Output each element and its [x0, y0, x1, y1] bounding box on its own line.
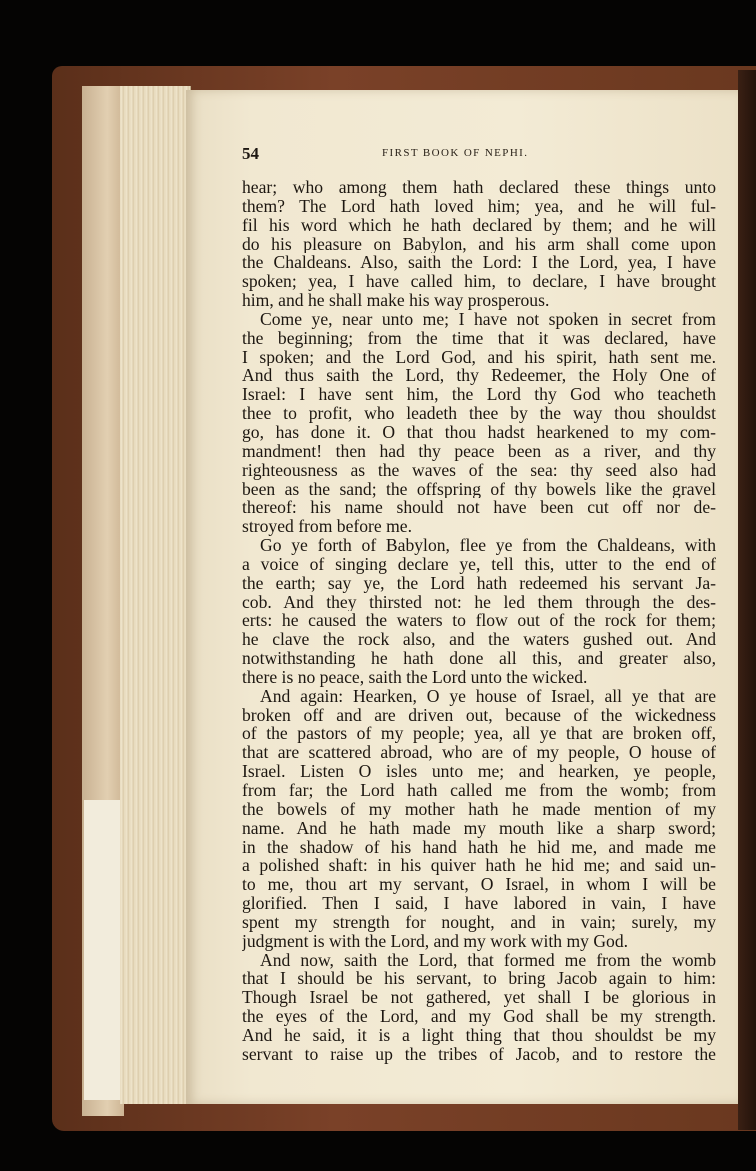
text-line: Israel. Listen O isles unto me; and hearken, ye people, — [242, 762, 716, 781]
text-line: And again: Hearken, O ye house of Israel, all ye that are — [260, 686, 716, 706]
text-line: that I should be his servant, to bring Jacob again to him: — [242, 969, 716, 989]
text-line: broken off and are driven out, because of the wickedness — [242, 705, 716, 725]
text-line: righteousness as the waves of the sea: thy seed also had — [242, 460, 716, 480]
paragraph-2 — [242, 310, 716, 536]
text-line: do his pleasure on Babylon, and his arm shall come upon — [242, 234, 716, 254]
text-line: he clave the rock also, and the waters gushed out. And — [242, 630, 716, 650]
text-line: them? The Lord hath loved him; yea, and he will ful- — [242, 196, 716, 216]
text-line: And he said, it is a light thing that thou shouldst be my — [242, 1025, 716, 1045]
page-header — [242, 144, 716, 166]
text-line: of the pastors of my people; yea, all ye that are broken off, — [242, 724, 716, 744]
text-line: the earth; say ye, the Lord hath redeemed his servant Ja- — [242, 573, 716, 593]
body-text — [242, 178, 716, 1064]
text-line: hear; who among them hath declared these things unto — [242, 178, 716, 197]
text-line: the bowels of my mother hath he made mention of my — [242, 799, 716, 819]
text-line: glorified. Then I said, I have labored in vain, I have — [242, 894, 716, 913]
text-line: the Chaldeans. Also, saith the Lord: I the Lord, yea, I have — [242, 253, 716, 273]
text-line: servant to raise up the tribes of Jacob, and to restore the — [242, 1044, 716, 1064]
text-line: the beginning; from the time that it was declared, have — [242, 328, 716, 348]
text-line: fil his word which he hath declared by them; and he will — [242, 215, 716, 235]
text-line: thee to profit, who leadeth thee by the way thou shouldst — [242, 404, 716, 423]
text-line: judgment is with the Lord, and my work with my God. — [242, 931, 629, 951]
text-line: go, has done it. O that thou hadst hearkened to my com- — [242, 422, 716, 442]
text-line: the eyes of the Lord, and my God shall be my strength. — [242, 1007, 716, 1026]
text-line: And now, saith the Lord, that formed me from the womb — [260, 950, 716, 970]
running-head: FIRST BOOK OF NEPHI. — [382, 147, 529, 159]
text-line: a voice of singing declare ye, tell this, utter to the end of — [242, 554, 716, 574]
text-line: Though Israel be not gathered, yet shall I be glorious in — [242, 988, 716, 1008]
page-edges — [120, 86, 191, 1104]
text-line: thereof: his name should not have been cut off nor de- — [242, 498, 716, 518]
text-line: erts: he caused the waters to flow out of the rock for them; — [242, 611, 716, 631]
text-line: Come ye, near unto me; I have not spoken in secret from — [260, 309, 716, 329]
page-number: 54 — [242, 144, 259, 163]
text-line: name. And he hath made my mouth like a sharp sword; — [242, 818, 716, 838]
text-line: I spoken; and the Lord God, and his spirit, hath sent me. — [242, 347, 716, 367]
text-line: stroyed from before me. — [242, 517, 413, 537]
text-line: there is no peace, saith the Lord unto the wicked. — [242, 667, 588, 687]
text-line: a polished shaft: in his quiver hath he hid me; and said un- — [242, 856, 716, 876]
text-line: to me, thou art my servant, O Israel, in whom I will be — [242, 875, 716, 895]
paragraph-5 — [242, 951, 716, 1064]
text-line: notwithstanding he hath done all this, and greater also, — [242, 649, 716, 668]
text-line: from far; the Lord hath called me from the womb; from — [242, 781, 716, 800]
text-line: cob. And they thirsted not: he led them through the des- — [242, 592, 716, 612]
text-line: been as the sand; the offspring of thy bowels like the gravel — [242, 479, 716, 499]
endpaper-label-patch — [84, 800, 122, 1100]
text-line: Israel: I have sent him, the Lord thy God who teacheth — [242, 385, 716, 405]
paragraph-3 — [242, 536, 716, 687]
text-line: mandment! then had thy peace been as a river, and thy — [242, 441, 716, 461]
paragraph-4 — [242, 687, 716, 951]
cover-edge-right — [738, 70, 756, 1130]
text-line: Go ye forth of Babylon, flee ye from the Chaldeans, with — [260, 536, 716, 555]
text-line: And thus saith the Lord, thy Redeemer, the Holy One of — [242, 366, 716, 386]
text-line: him, and he shall make his way prosperous. — [242, 291, 550, 310]
text-line: that are scattered abroad, who are of my people, O house of — [242, 743, 716, 763]
text-line: spoken; yea, I have called him, to declare, I have brought — [242, 272, 716, 292]
paragraph-1 — [242, 178, 716, 310]
text-line: spent my strength for nought, and in vain; surely, my — [242, 912, 716, 932]
text-line: in the shadow of his hand hath he hid me, and made me — [242, 837, 716, 857]
